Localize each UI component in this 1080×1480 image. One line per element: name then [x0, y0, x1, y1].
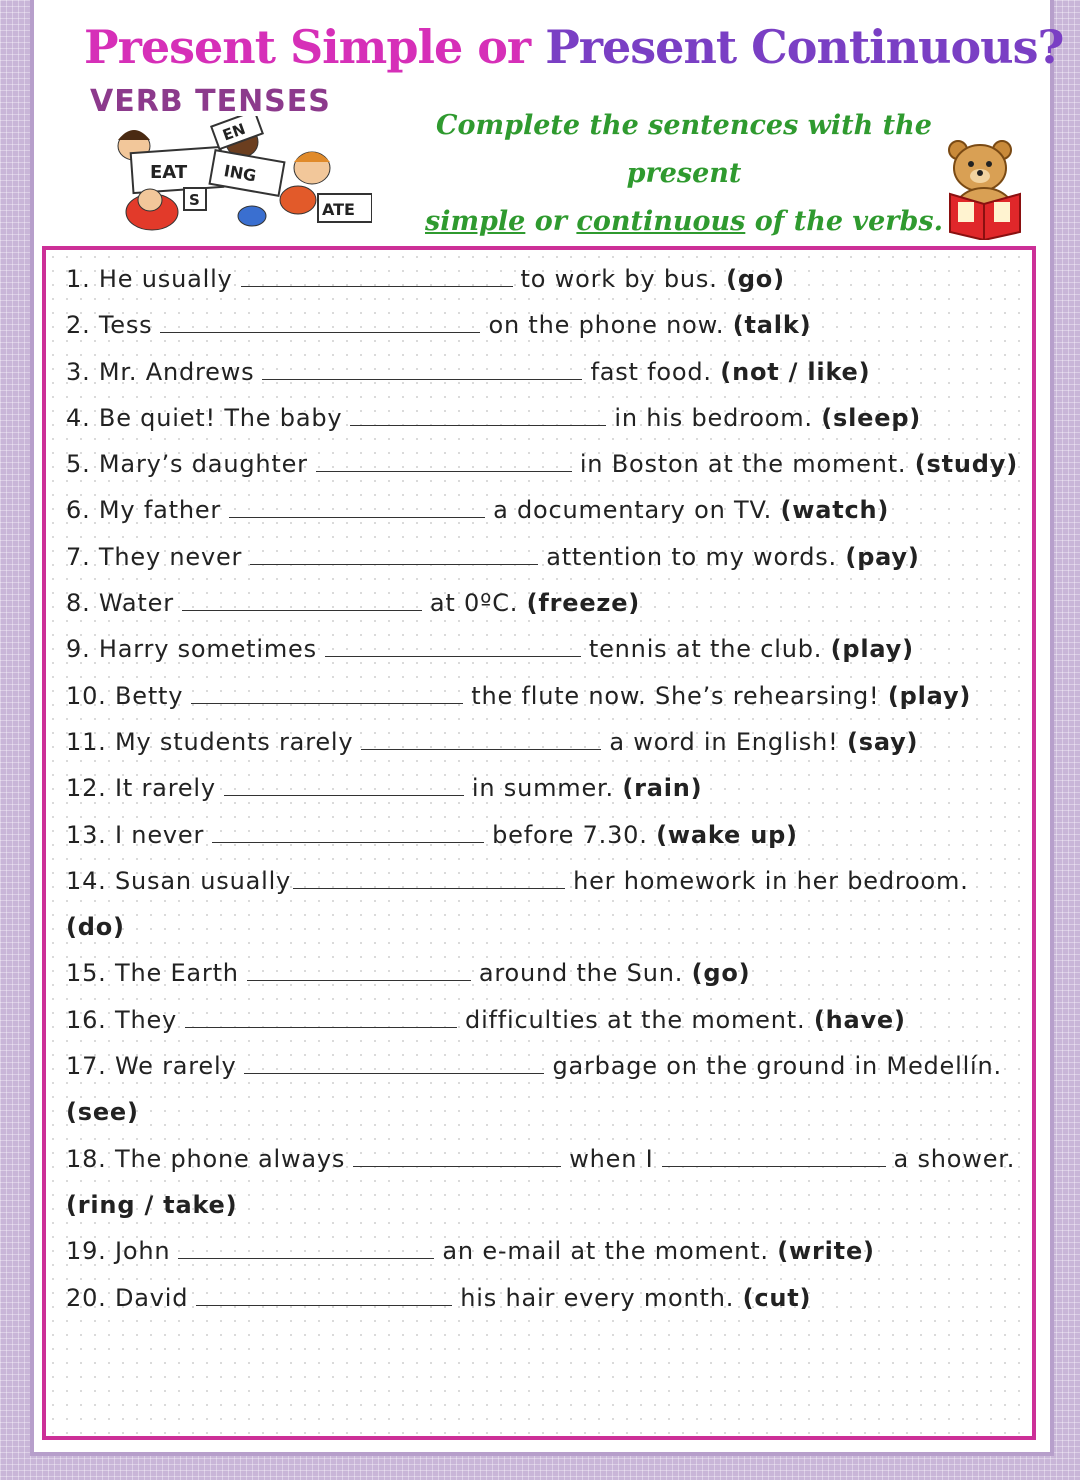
verb-hint: (not / like) — [720, 357, 871, 386]
answer-blank[interactable] — [293, 870, 565, 889]
exercise-item — [66, 812, 1026, 858]
exercise-continuation: in summer. — [471, 774, 614, 803]
exercise-continuation: fast food. — [590, 357, 712, 386]
exercise-prompt: 20. David — [66, 1283, 189, 1312]
answer-blank[interactable] — [212, 824, 484, 843]
verb-hint: (go) — [691, 959, 751, 988]
verb-hint: (pay) — [845, 542, 920, 571]
exercise-prompt: 7. They never — [66, 542, 243, 571]
verb-tenses-label: VERB TENSES — [90, 84, 331, 119]
answer-blank[interactable] — [262, 361, 582, 380]
exercise-item — [66, 997, 1026, 1043]
exercise-item — [66, 395, 1026, 441]
exercise-list — [66, 256, 1026, 1321]
answer-blank[interactable] — [662, 1148, 886, 1167]
title-part-2: Present Continuous? — [545, 20, 1064, 74]
exercise-prompt: 17. We rarely — [66, 1052, 237, 1081]
instruction-line-1: Complete the sentences with the present — [436, 110, 932, 189]
answer-blank[interactable] — [182, 592, 422, 611]
instruction-continuous: continuous — [576, 206, 746, 237]
verb-hint: (rain) — [622, 774, 703, 803]
answer-blank[interactable] — [247, 962, 471, 981]
answer-blank[interactable] — [250, 546, 538, 565]
exercise-prompt: 19. John — [66, 1237, 171, 1266]
answer-blank[interactable] — [350, 407, 606, 426]
answer-blank[interactable] — [224, 777, 464, 796]
exercise-continuation: on the phone now. — [488, 311, 725, 340]
exercise-continuation: in his bedroom. — [614, 403, 813, 432]
exercise-continuation: a documentary on TV. — [493, 496, 773, 525]
clipart-word-en: EN — [220, 119, 248, 145]
exercise-continuation: a shower. — [893, 1144, 1016, 1173]
verb-tenses-kids-illustration — [92, 116, 372, 236]
exercise-item — [66, 1043, 1026, 1136]
answer-blank[interactable] — [241, 268, 513, 287]
exercise-continuation: garbage on the ground in Medellín. — [552, 1052, 1002, 1081]
answer-blank[interactable] — [196, 1287, 452, 1306]
title-part-1: Present Simple or — [84, 20, 531, 74]
exercise-prompt: 16. They — [66, 1005, 178, 1034]
verb-hint: (cut) — [742, 1283, 812, 1312]
exercise-item — [66, 765, 1026, 811]
verb-hint: (see) — [66, 1098, 139, 1127]
exercise-prompt: 13. I never — [66, 820, 205, 849]
exercise-continuation: her homework in her bedroom. — [573, 866, 969, 895]
answer-blank[interactable] — [160, 314, 480, 333]
exercise-continuation: an e-mail at the moment. — [442, 1237, 769, 1266]
verb-hint: (watch) — [780, 496, 890, 525]
exercise-item — [66, 858, 1026, 951]
answer-blank[interactable] — [316, 453, 572, 472]
exercise-item — [66, 1275, 1026, 1321]
exercise-continuation: to work by bus. — [520, 265, 718, 293]
instruction-end: of the verbs. — [745, 206, 943, 237]
answer-blank[interactable] — [178, 1240, 434, 1259]
answer-blank[interactable] — [185, 1009, 457, 1028]
exercise-item — [66, 673, 1026, 719]
verb-hint: (go) — [726, 265, 785, 293]
exercise-item — [66, 487, 1026, 533]
exercise-panel — [42, 246, 1036, 1440]
clipart-word-ing: ING — [222, 161, 258, 186]
exercise-prompt: 3. Mr. Andrews — [66, 357, 255, 386]
reading-bear-icon — [938, 136, 1030, 240]
clipart-word-eat: EAT — [150, 162, 188, 183]
answer-blank[interactable] — [361, 731, 601, 750]
exercise-item — [66, 950, 1026, 996]
verb-hint: (talk) — [732, 311, 812, 340]
instruction-simple: simple — [425, 206, 526, 237]
exercise-prompt: 6. My father — [66, 496, 222, 525]
clipart-word-ate: ATE — [322, 200, 355, 219]
verb-hint: (study) — [914, 450, 1018, 479]
exercise-item — [66, 256, 1026, 302]
verb-hint: (wake up) — [656, 820, 798, 849]
exercise-item — [66, 1136, 1026, 1229]
exercise-item — [66, 719, 1026, 765]
exercise-prompt: 2. Tess — [66, 311, 153, 340]
exercise-continuation: in Boston at the moment. — [579, 450, 907, 479]
exercise-continuation: before 7.30. — [492, 820, 648, 849]
exercise-prompt: 10. Betty — [66, 681, 184, 710]
exercise-continuation: at 0ºC. — [429, 589, 519, 618]
worksheet — [34, 0, 1064, 1452]
verb-hint: (have) — [813, 1005, 906, 1034]
exercise-middle: when I — [569, 1144, 654, 1173]
verb-hint: (play) — [887, 681, 972, 710]
exercise-prompt: 1. He usually — [66, 265, 233, 293]
answer-blank[interactable] — [325, 638, 581, 657]
verb-hint: (say) — [846, 727, 919, 756]
worksheet-title — [84, 20, 1063, 74]
exercise-item — [66, 441, 1026, 487]
exercise-item — [66, 349, 1026, 395]
exercise-item — [66, 1228, 1026, 1274]
exercise-item — [66, 302, 1026, 348]
exercise-item — [66, 580, 1026, 626]
exercise-prompt: 8. Water — [66, 589, 174, 618]
answer-blank[interactable] — [353, 1148, 561, 1167]
exercise-prompt: 14. Susan usually — [66, 866, 292, 895]
exercise-prompt: 9. Harry sometimes — [66, 635, 317, 664]
clipart-word-s: S — [189, 191, 200, 209]
exercise-continuation: around the Sun. — [478, 959, 684, 988]
verb-hint: (do) — [66, 913, 125, 942]
exercise-prompt: 18. The phone always — [66, 1144, 346, 1173]
exercise-prompt: 15. The Earth — [66, 959, 239, 988]
answer-blank[interactable] — [244, 1055, 544, 1074]
worksheet-header — [34, 0, 1064, 240]
exercise-continuation: difficulties at the moment. — [465, 1005, 806, 1034]
exercise-item — [66, 534, 1026, 580]
instruction-or: or — [525, 206, 577, 237]
verb-hint: (sleep) — [821, 403, 922, 432]
exercise-prompt: 12. It rarely — [66, 774, 216, 803]
exercise-continuation: tennis at the club. — [588, 635, 823, 664]
exercise-continuation: the flute now. She’s rehearsing! — [471, 681, 880, 710]
exercise-continuation: his hair every month. — [460, 1283, 735, 1312]
exercise-item — [66, 626, 1026, 672]
verb-hint: (ring / take) — [66, 1190, 238, 1219]
verb-hint: (write) — [777, 1237, 875, 1266]
exercise-prompt: 4. Be quiet! The baby — [66, 403, 343, 432]
answer-blank[interactable] — [191, 685, 463, 704]
answer-blank[interactable] — [229, 499, 485, 518]
exercise-continuation: attention to my words. — [546, 542, 837, 571]
verb-hint: (play) — [830, 635, 914, 664]
verb-hint: (freeze) — [526, 589, 641, 618]
exercise-continuation: a word in English! — [609, 727, 839, 756]
exercise-prompt: 11. My students rarely — [66, 727, 354, 756]
instruction-line-2 — [394, 198, 974, 246]
exercise-prompt: 5. Mary’s daughter — [66, 450, 308, 479]
instructions — [394, 102, 974, 246]
